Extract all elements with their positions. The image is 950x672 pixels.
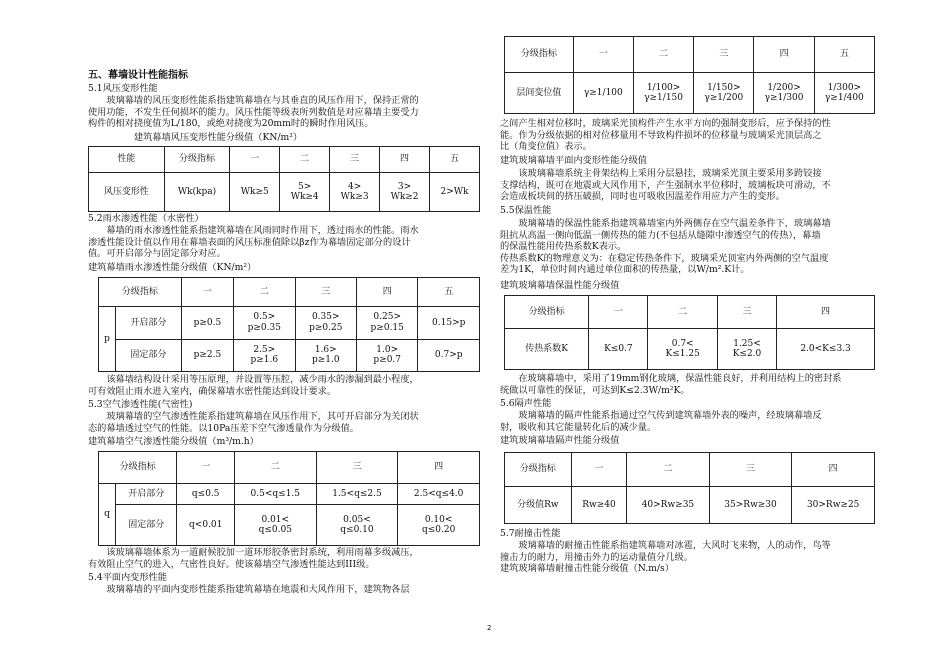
table-cell: 分级指标 [99,452,177,484]
table-cell: 一 [177,452,234,484]
table-cell: p≥2.5 [181,339,233,372]
table-cell: 1/300> γ≥1/400 [814,73,874,114]
table-cell: 0.5> p≥0.35 [234,307,295,340]
table-cell: 二 [648,296,717,329]
table-cell: 开启部分 [116,307,182,340]
table-cell: 40>Rw≥35 [627,487,710,524]
table-cell: 二 [633,37,693,73]
table-cell: Rw≥40 [571,487,626,524]
table-cell: 五 [430,147,480,173]
table-cell: γ≥1/100 [573,73,633,114]
table-cell: 0.05< q≤0.10 [316,505,398,546]
section-5-5-title: 5.5保温性能 [500,205,552,216]
section-5-2-title: 5.2雨水渗透性能（水密性） [88,213,204,224]
table-cell: 一 [230,147,280,173]
table-cell: 一 [589,296,648,329]
section-5-6-body: 玻璃幕墙的隔声性能系指通过空气传到建筑幕墙外表的噪声，经玻璃幕墙反 射，吸收和其它能量转化后的减少量。 [500,410,822,433]
table-cell: 35>Rw≥30 [709,487,792,524]
table-cell: 1.6> p≥1.0 [295,339,356,372]
wind-pressure-table [88,146,480,212]
table-cell: 1.5<q≤2.5 [316,484,398,505]
table-cell: 5> Wk≥4 [280,173,330,212]
table-cell: 二 [627,453,710,487]
table-cell: p≥0.5 [181,307,233,340]
table-cell: 风压变形性 [89,173,165,212]
table-cell: 固定部分 [116,505,177,546]
table-6-caption: 建筑玻璃幕墙隔声性能分级值 [500,435,620,446]
table-cell: 五 [814,37,874,73]
table-cell: 分级指标 [505,453,572,487]
table-cell: K≤0.7 [589,329,648,370]
table-cell: 三 [694,37,754,73]
section-5-title: 五、幕墙设计性能指标 [88,70,188,81]
table-cell: q<0.01 [177,505,234,546]
table-cell: 分级指标 [164,147,230,173]
table-cell: 1.0> p≥0.7 [356,339,417,372]
table-cell: 分级指标 [505,37,574,73]
section-5-1-title: 5.1风压变形性能 [88,83,158,94]
table-cell: 层间变位值 [505,73,574,114]
table-cell: 1/100> γ≥1/150 [633,73,693,114]
section-5-2-after: 该幕墙结构设计采用等压原理，并设置等压腔，减少雨水的渗漏到最小程度， 可有效阻止雨水进入室内，确保幕墙水密性能达到设计要求。 [88,374,419,397]
table-cell: 0.25> p≥0.15 [356,307,417,340]
section-5-4-title: 5.4平面内变形性能 [88,572,167,583]
table-cell: 二 [234,452,316,484]
table-cell: q≤0.5 [177,484,234,505]
section-5-2-body: 幕墙的雨水渗透性能系指建筑幕墙在风雨同时作用下，透过雨水的性能。雨水 渗透性能设计值以作用在幕墙表面的风压标准值除以βz作为幕墙固定部分的设计 值。可开启部分与固定部分对应。 [88,225,419,259]
page-number: 2 [487,624,492,632]
table-cell: 三 [717,296,776,329]
table-cell: 四 [356,278,417,307]
table-cell: 四 [380,147,430,173]
section-5-3-title: 5.3空气渗透性能(气密性) [88,399,193,410]
table-cell: 0.7< K≤1.25 [648,329,717,370]
sound-insulation-table [504,452,875,524]
table-cell: 一 [181,278,233,307]
section-5-6-title: 5.6隔声性能 [500,398,552,409]
table-cell: 0.5<q≤1.5 [234,484,316,505]
table-cell: 0.01< q≤0.05 [234,505,316,546]
table-cell: 四 [398,452,480,484]
table-cell: 传热系数K [505,329,589,370]
section-5-3-after: 该玻璃幕墙体系为一道耐候胶加一道环形胶条密封系统，利用雨幕多级减压， 有效阻止空气的进入，气密性良好。使该幕墙空气渗透性能达到III级。 [88,547,419,570]
water-tightness-table [98,277,480,372]
table-cell: 3> Wk≥2 [380,173,430,212]
table-cell: p [99,307,116,372]
table-cell: 0.10< q≤0.20 [398,505,480,546]
section-5-4-continued: 之间产生相对位移时，玻璃采光顶构件产生水平方向的强制变形后，应予保持的性 能。作为分级依据的相对位移量用不导致构件损坏的位移量与玻璃采光顶层高之 比（角变位值）表示。 [500,118,831,152]
table-cell: 4> Wk≥3 [330,173,380,212]
section-5-3-body: 玻璃幕墙的空气渗透性能系指建筑幕墙在风压作用下，其可开启部分为关闭状 态的幕墙透过空气的性能。以10Pa压差下空气渗透量作为分级值。 [88,411,419,434]
table-cell: 开启部分 [116,484,177,505]
table-cell: 分级值Rw [505,487,572,524]
table-2-caption: 建筑幕墙雨水渗透性能分级值（KN/m²） [88,262,257,273]
table-cell: 2.0<K≤3.3 [777,329,875,370]
section-5-7-title: 5.7耐撞击性能 [500,528,561,539]
table-cell: 固定部分 [116,339,182,372]
table-cell: 三 [709,453,792,487]
table-cell: 四 [777,296,875,329]
table-cell: 0.7>p [418,339,480,372]
table-5-caption: 建筑玻璃幕墙保温性能分级值 [500,280,620,291]
table-cell: 三 [330,147,380,173]
table-cell: 三 [295,278,356,307]
table-1-caption: 建筑幕墙风压变形性能分级值（KN/m²） [88,132,303,143]
table-cell: 2.5<q≤4.0 [398,484,480,505]
section-5-1-body: 玻璃幕墙的风压变形性能系指建筑幕墙在与其垂直的风压作用下，保持正常的 使用功能，不发生任何损坏的能力。风压性能等级表所列数值是对应幕墙主要受力 构件的相对挠度值为L/180，或绝对挠度为20mm时的瞬时作用风压。 [88,95,419,129]
table-4-caption: 建筑玻璃幕墙平面内变形性能分级值 [500,155,647,166]
section-5-4-body-2: 该玻璃幕墙系统主骨架结构上采用分层悬挂，玻璃采光顶主要采用多跨铰接 支撑结构，既可在地震或大风作用下，产生强制水平位移时，玻璃板块可滑动，不 会造成板块间的挤压破损，同时也可吸收因温差作用应力产生的变形。 [500,168,831,202]
table-cell: q [99,484,116,546]
section-5-5-body: 玻璃幕墙的保温性能系指建筑幕墙室内外两侧存在空气温差条件下，玻璃幕墙 阻抗从高温一侧向低温一侧传热的能力(不包括从缝隙中渗透空气的传热），幕墙 的保温性能用传热系数K表示。 传热系数K的物理意义为：在稳定传热条件下，玻璃采光顶室内外两侧的空气温度 差为1K，单位时间内通过单位面积的传热量，以W/m².K计。 [500,218,831,275]
table-cell: 0.35> p≥0.25 [295,307,356,340]
table-cell: 2>Wk [430,173,480,212]
table-cell: 一 [571,453,626,487]
table-cell: Wk≥5 [230,173,280,212]
table-cell: 分级指标 [505,296,589,329]
table-cell: 四 [792,453,875,487]
air-tightness-table [98,451,480,546]
table-cell: 一 [573,37,633,73]
table-cell: 二 [234,278,295,307]
table-cell: 1/200> γ≥1/300 [754,73,814,114]
table-cell: 30>Rw≥25 [792,487,875,524]
table-cell: 二 [280,147,330,173]
table-cell: 2.5> p≥1.6 [234,339,295,372]
table-cell: Wk(kpa) [164,173,230,212]
table-cell: 四 [754,37,814,73]
section-5-4-body: 玻璃幕墙的平面内变形性能系指建筑幕墙在地震和大风作用下，建筑物各层 [88,584,410,595]
section-5-5-after: 在玻璃幕墙中，采用了19mm钢化玻璃，保温性能良好，并利用结构上的密封系 统做以可靠性的保证，可达到K≤2.3W/m²K。 [500,373,842,396]
table-cell: 性能 [89,147,165,173]
table-cell: 三 [316,452,398,484]
table-3-caption: 建筑幕墙空气渗透性能分级值（m³/m.h） [88,436,259,447]
table-cell: 五 [418,278,480,307]
table-cell: 1/150> γ≥1/200 [694,73,754,114]
table-cell: 1.25< K≤2.0 [717,329,776,370]
in-plane-deformation-table [504,36,875,114]
insulation-table [504,295,875,370]
table-cell: 分级指标 [99,278,182,307]
table-cell: 0.15>p [418,307,480,340]
section-5-7-body: 玻璃幕墙的耐撞击性能系指建筑幕墙对冰雹，大风时飞来物，人的动作，鸟等 撞击力的耐力，用撞击外力的运动量值分几级。 建筑玻璃幕墙耐撞击性能分级值（N.m/s） [500,540,831,574]
